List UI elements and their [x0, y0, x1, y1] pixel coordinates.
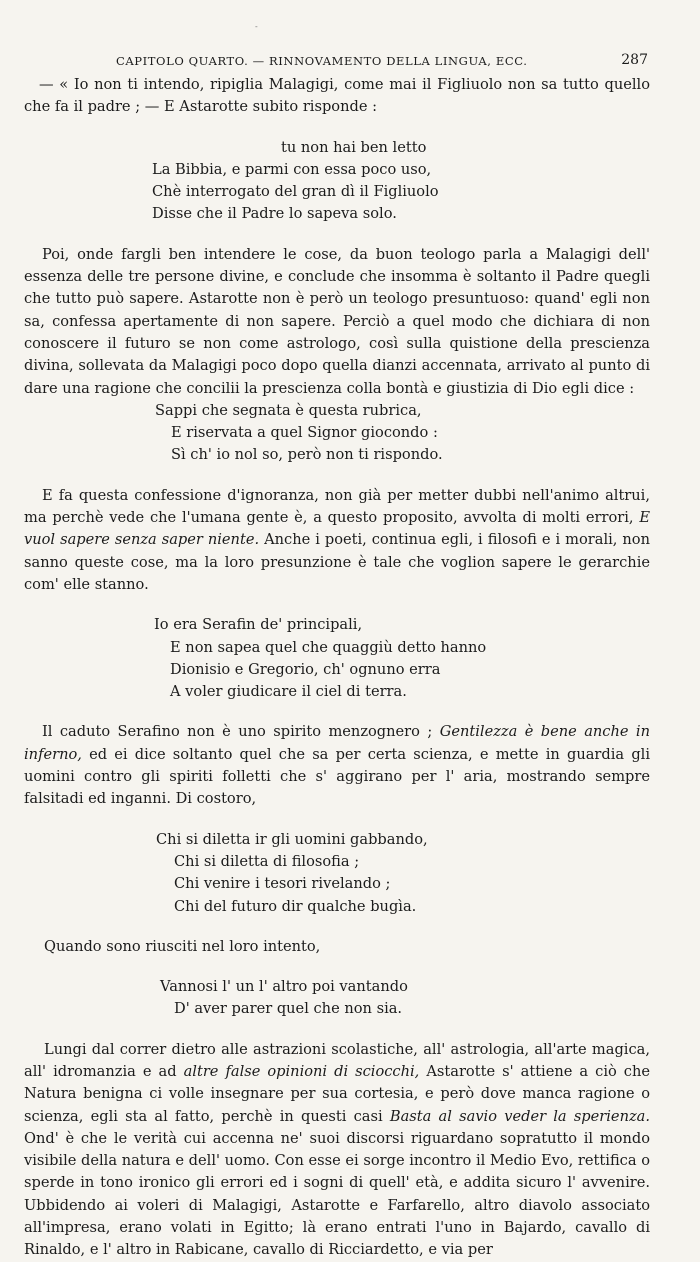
- page-body: [24, 74, 650, 1262]
- verse-4: [156, 829, 650, 918]
- paragraph-6: [24, 1039, 650, 1262]
- paragraph-3-italic: E vuol sapere senza saper niente.: [24, 509, 651, 549]
- verse-line: A voler giudicare il ciel di terra.: [170, 683, 407, 701]
- verse-1: [152, 137, 650, 226]
- running-title: CAPITOLO QUARTO. — RINNOVAMENTO DELLA LINGUA, ECC.: [116, 54, 528, 68]
- verse-line: Chè interrogato del gran dì il Figliuolo: [152, 183, 439, 201]
- verse-line: D' aver parer quel che non sia.: [174, 1000, 403, 1018]
- verse-line: E non sapea quel che quaggiù detto hanno: [170, 638, 487, 656]
- paragraph-5: Quando sono riusciti nel loro intento,: [44, 937, 321, 955]
- paragraph-6-text-c: Ond' è che le verità cui accenna ne' suoi discorsi riguardano sopratutto il mondo visibile della natura e dell' uomo. Con esse ei sorge incontro il Medio Evo, rettifica o sperde in tono ironico gli errori ed i sogni di quell' età, e addita sicuro l' avvenire. Ubbidendo ai voleri di Malagigi, Astarotte e Farfarello, altro diavolo associato all'impresa, erano volati in Egitto; là erano entrati l'uno in Bajardo, cavallo di Rinaldo, e l' altro in Rabicane, cavallo di Ricciardetto, e via per: [24, 1129, 650, 1259]
- verse-5: [160, 976, 650, 1021]
- verse-2: [155, 400, 650, 467]
- page-mark: -: [255, 22, 258, 31]
- verse-line: Chi si diletta di filosofia ;: [174, 852, 360, 870]
- paragraph-3-text-b: Anche i poeti, continua egli, i filosofi e i morali, non sanno queste cose, ma la loro presunzione è tale che voglion sapere le gerarchie com' elle stanno.: [24, 531, 650, 593]
- paragraph-4-italic: Gentilezza è bene anche in inferno,: [24, 723, 650, 763]
- verse-3: [154, 614, 650, 703]
- paragraph-6-text-a: Lungi dal correr dietro alle astrazioni scolastiche, all' astrologia, all'arte magica, all' idromanzia e ad: [24, 1040, 650, 1080]
- verse-line: Sì ch' io nol so, però non ti rispondo.: [171, 446, 443, 464]
- verse-line: Vannosi l' un l' altro poi vantando: [160, 978, 408, 996]
- paragraph-6-italic-2: Basta al savio veder la sperienza.: [389, 1107, 650, 1125]
- paragraph-1: — « Io non ti intendo, ripiglia Malagigi, come mai il Figliuolo non sa tutto quello che fa il padre ; — E Astarotte subito risponde :: [24, 76, 650, 116]
- paragraph-4-text-b: ed ei dice soltanto quel che sa per certa scienza, e mette in guardia gli uomini contro gli spiriti folletti che s' aggirano per l' aria, mostrando sempre falsitadi ed inganni. Di costoro,: [24, 745, 650, 808]
- verse-line: Chi si diletta ir gli uomini gabbando,: [156, 830, 428, 848]
- verse-line: Sappi che segnata è questa rubrica,: [155, 401, 422, 419]
- verse-line: Chi venire i tesori rivelando ;: [174, 875, 391, 893]
- verse-line: Dionisio e Gregorio, ch' ognuno erra: [170, 660, 441, 678]
- paragraph-2: Poi, onde fargli ben intendere le cose, da buon teologo parla a Malagigi dell' essenza delle tre persone divine, e conclude che insomma è soltanto il Padre quegli che tutto può sapere. Astarotte non è però un teologo presuntuoso: quand' egli non sa, confessa apertamente di non sapere. Perciò a quel modo che dichiara di non conoscere il futuro se non come astrologo, così sulla quistione della prescienza divina, sollevata da Malagigi poco dopo quella dianzi accennata, arrivato al punto di dare una ragione che concilii la prescienza colla bontà e giustizia di Dio egli dice :: [24, 245, 650, 397]
- page-number: 287: [621, 52, 648, 68]
- verse-line: E riservata a quel Signor giocondo :: [171, 424, 438, 442]
- verse-line: Disse che il Padre lo sapeva solo.: [152, 205, 397, 223]
- paragraph-3-text-a: E fa questa confessione d'ignoranza, non già per metter dubbi nell'animo altrui, ma perchè vede che l'umana gente è, a questo proposito, avvolta di molti errori,: [24, 486, 650, 527]
- paragraph-3: [24, 485, 650, 596]
- paragraph-6-italic-1: altre false opinioni di sciocchi,: [183, 1062, 420, 1080]
- paragraph-6-text-b: Astarotte s' attiene a ciò che Natura benigna ci volle insegnare per sua cortesia, e però dove manca ragione o scienza, egli sta al fatto, perchè in questi casi: [24, 1062, 650, 1125]
- verse-line: Chi del futuro dir qualche bugìa.: [174, 897, 417, 915]
- verse-line: Io era Serafin de' principali,: [154, 616, 363, 634]
- paragraph-4: [24, 721, 650, 810]
- paragraph-4-text-a: Il caduto Serafino non è uno spirito menzognero ;: [42, 723, 433, 741]
- verse-line: tu non hai ben letto: [281, 138, 427, 156]
- verse-line: La Bibbia, e parmi con essa poco uso,: [152, 160, 432, 178]
